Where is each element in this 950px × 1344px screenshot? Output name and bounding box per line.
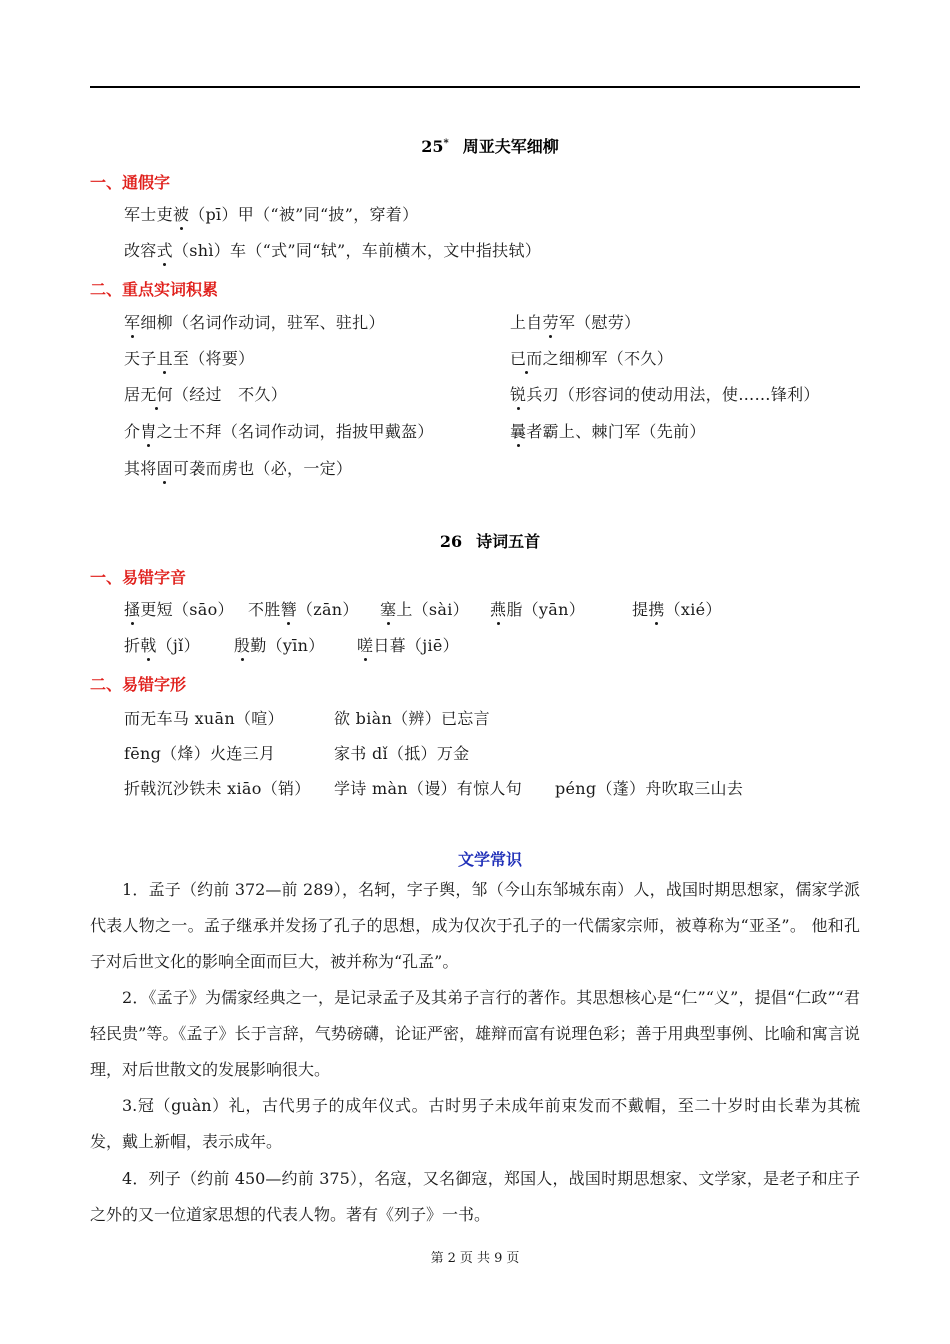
glyph-form-item: 而无车马 xuān（喧） — [124, 709, 284, 728]
emphasis-char: 军 — [124, 310, 140, 333]
page-footer: 第 2 页 共 9 页 — [430, 1251, 520, 1266]
emphasis-char: 胄 — [140, 419, 156, 442]
vocab-item: 锐兵刃（形容词的使动用法，使……锋利） — [510, 382, 820, 405]
literature-paragraph: 1．孟子（约前 372—前 289），名轲，字子舆，邹（今山东邹城东南）人，战国时期思想家，儒家学派代表人物之一。孟子继承并发扬了孔子的思想，成为仅次于孔子的一代儒家宗师，被尊称为“亚圣”。 他和孔子对后世文化的影响全面而巨大，被并称为“孔孟”。 — [90, 880, 860, 971]
glyph-form-item: fēng（烽）火连三月 — [124, 744, 276, 763]
emphasis-char: 被 — [173, 202, 189, 225]
pronunciation-item: 殷勤（yīn） — [234, 633, 325, 656]
lesson-25-number: 25 — [421, 137, 444, 156]
vocab-item: 介胄之士不拜（名词作动词，指披甲戴盔） — [124, 419, 434, 442]
glyph-form-item: péng（蓬）舟吹取三山去 — [555, 779, 744, 798]
emphasis-char: 嗟 — [357, 633, 373, 656]
glyph-form-item: 学诗 màn（谩）有惊人句 — [334, 779, 523, 798]
page-number: 2 — [447, 1251, 456, 1266]
vocab-item: 居无何（经过 不久） — [124, 382, 287, 405]
pronunciation-item: 塞上（sài） — [380, 597, 469, 620]
pronunciation-item: 不胜簪（zān） — [248, 597, 359, 620]
literature-paragraph: 2．《孟子》为儒家经典之一，是记录孟子及其弟子言行的著作。其思想核心是“仁”“义”，提倡“仁政”“君轻民贵”等。《孟子》长于言辞，气势磅礴，论证严密，雄辩而富有说理色彩；善于用典型事例、比喻和寓言说理，对后世散文的发展影响很大。 — [90, 988, 860, 1079]
page-total: 9 — [494, 1251, 503, 1266]
emphasis-char: 殷 — [234, 633, 250, 656]
section-heading-pronunciation: 一、易错字音 — [90, 568, 187, 587]
glyph-form-item: 折戟沉沙铁未 xiāo（销） — [124, 779, 311, 798]
emphasis-char: 固 — [157, 456, 173, 479]
lesson-26-number: 26 — [439, 532, 463, 551]
glyph-form-item: 家书 dǐ（抵）万金 — [334, 744, 470, 763]
emphasis-char: 劳 — [543, 310, 559, 333]
lesson-25-name: 周亚夫军细柳 — [462, 137, 559, 156]
emphasis-char: 锐 — [510, 382, 526, 405]
section-heading-glyph-forms: 二、易错字形 — [90, 675, 187, 694]
lesson-25-mark: * — [443, 138, 449, 149]
pronunciation-item: 提携（xié） — [632, 597, 722, 620]
emphasis-char: 塞 — [380, 597, 396, 620]
pronunciation-item: 折戟（jǐ） — [124, 633, 200, 656]
tongjia-item: 改容式（shì）车（“式”同“轼”，车前横木，文中指扶轼） — [124, 238, 541, 261]
pronunciation-item: 搔更短（sāo） — [124, 597, 234, 620]
lesson-26-name: 诗词五首 — [476, 532, 541, 551]
glyph-form-item: 欲 biàn（辨）已忘言 — [334, 709, 490, 728]
vocab-item: 军细柳（名词作动词，驻军、驻扎） — [124, 310, 385, 333]
emphasis-char: 已而 — [510, 346, 543, 369]
emphasis-char: 燕 — [490, 597, 506, 620]
pronunciation-item: 嗟日暮（jiē） — [357, 633, 459, 656]
literature-paragraph: 3.冠（guàn）礼，古代男子的成年仪式。古时男子未成年前束发而不戴帽，至二十岁时由长辈为其梳发，戴上新帽，表示成年。 — [90, 1096, 860, 1151]
section-heading-vocab: 二、重点实词积累 — [90, 280, 219, 299]
emphasis-char: 戟 — [140, 633, 156, 656]
lesson-26-title — [0, 529, 950, 552]
vocab-item: 天子且至（将要） — [124, 346, 254, 369]
tongjia-item: 军士吏被（pī）甲（“被”同“披”，穿着） — [124, 202, 418, 225]
pronunciation-item: 燕脂（yān） — [490, 597, 585, 620]
vocab-item: 已而之细柳军（不久） — [510, 346, 673, 369]
vocab-item: 其将固可袭而虏也（必，一定） — [124, 456, 352, 479]
emphasis-char: 式 — [157, 238, 173, 261]
emphasis-char: 簪 — [281, 597, 297, 620]
emphasis-char: 且 — [157, 346, 173, 369]
emphasis-char: 搔 — [124, 597, 140, 620]
literature-heading: 文学常识 — [457, 850, 522, 869]
vocab-item: 曩者霸上、棘门军（先前） — [510, 419, 706, 442]
vocab-item: 上自劳军（慰劳） — [510, 310, 640, 333]
literature-paragraph: 4．列子（约前 450—约前 375），名寇，又名御寇，郑国人，战国时期思想家、文学家，是老子和庄子之外的又一位道家思想的代表人物。著有《列子》一书。 — [90, 1169, 860, 1224]
header-rule — [90, 86, 860, 88]
section-heading-tongjia: 一、通假字 — [90, 173, 171, 192]
lesson-25-title — [0, 134, 950, 157]
emphasis-char: 曩 — [510, 419, 526, 442]
emphasis-char: 携 — [648, 597, 664, 620]
emphasis-char: 无何 — [140, 382, 173, 405]
